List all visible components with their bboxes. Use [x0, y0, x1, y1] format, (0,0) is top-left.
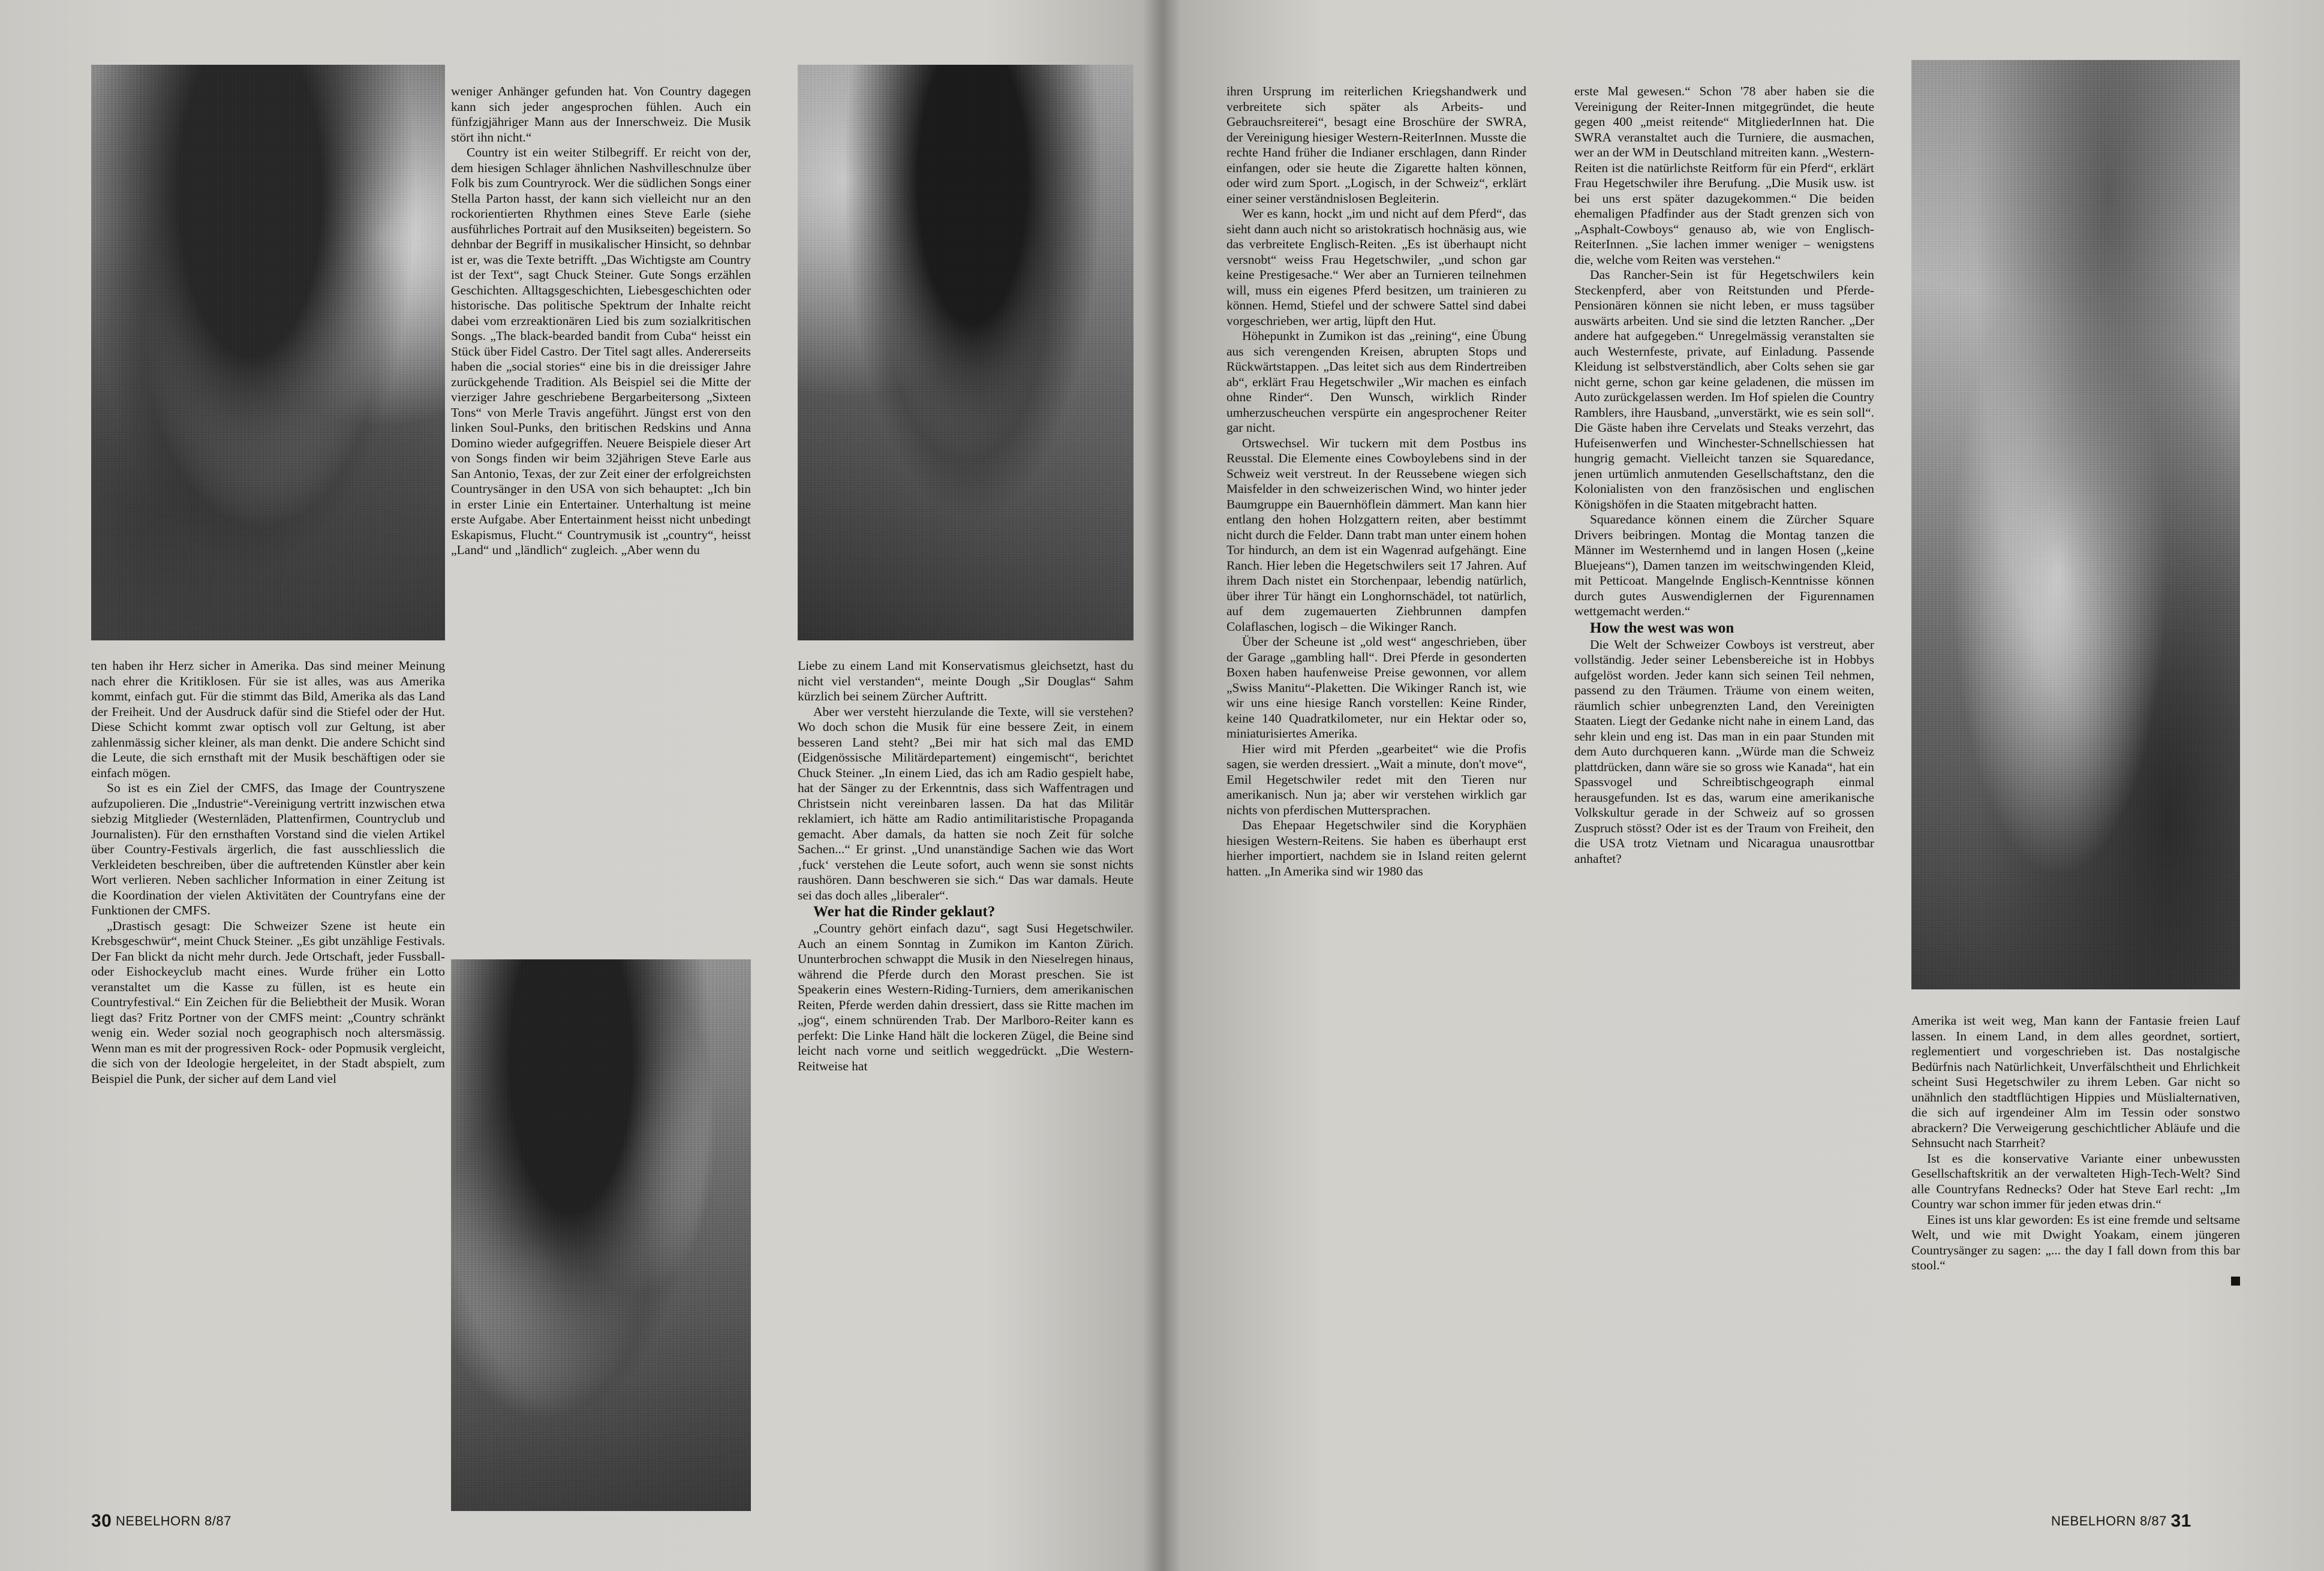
folio-right-number: 31: [2170, 1511, 2191, 1531]
folio-right: [2051, 1511, 2191, 1531]
paragraph: Das Ehepaar Hegetschwiler sind die Koryphäen hiesigen Western-Reitens. Sie haben es überhaupt erst hierher importiert, nachdem sie in Island reiten gelernt hatten. „In Amerika sind wir 1980 das: [1226, 818, 1526, 878]
folio-left-text: NEBELHORN 8/87: [116, 1513, 232, 1528]
paragraph: „Country gehört einfach dazu“, sagt Susi Hegetschwiler. Auch an einem Sonntag in Zumikon im Kanton Zürich. Ununterbrochen schwappt die Musik in den Nieselregen hinaus, während die Pferde durch den Morast preschen. Sie ist Speakerin eines Western-Riding-Turniers, dem amerikanischen Reiten, Pferde werden dahin dressiert, dass sie Ritte machen im „jog“, einem schnürenden Trab. Der Marlboro-Reiter kann es perfekt: Die Linke Hand hält die lockeren Zügel, die Beine sind leicht nach vorne und seitlich weggedrückt. „Die Western-Reitweise hat: [798, 921, 1134, 1073]
right-col-3: [1911, 1013, 2240, 1289]
paragraph: Die Welt der Schweizer Cowboys ist verstreut, aber vollständig. Jeder seiner Lebensbereiche ist in Hobbys aufgelöst worden. Jeder kann sich seinen Teil nehmen, passend zu den Träumen. Träume von einem weiten, räumlich schier unbegrenzten Land, den Vereinigten Staaten. Liegt der Gedanke nicht nahe in einem Land, das sehr klein und eng ist. Das man in ein paar Stunden mit dem Auto durchqueren kann. „Würde man die Schweiz plattdrücken, dann wäre sie so gross wie Kanada“, hat ein Spassvogel und Schreibtischgeograph einmal herausgefunden. Ist es das, warum eine amerikanische Volkskultur gerade in der Schweiz auf so grossen Zuspruch stösst? Oder ist es der Traum von Freiheit, den die USA trotz Vietnam und Nicaragua unausrottbar anhaftet?: [1574, 637, 1874, 866]
paragraph: Aber wer versteht hierzulande die Texte, will sie verstehen? Wo doch schon die Musik für eine bessere Zeit, in einem besseren Land steht? „Bei mir hat sich mal das EMD (Eidgenössische Militärdepartement) eingemischt“, berichtet Chuck Steiner. „In einem Lied, das ich am Radio gespielt habe, hat der Sänger zu der Erkenntnis, dass sich Waffentragen und Christsein nicht vereinbaren lassen. Da hat das Militär reklamiert, ich hätte am Radio antimilitaristische Propaganda gemacht. Aber damals, da hatten sie noch Zeit für solche Sachen...“ Er grinst. „Und unanständige Sachen wie das Wort ‚fuck‘ verstehen die Leute sofort, auch wenn sie sonst nichts raushören. Dann beschweren sie sich.“ Das war damals. Heute sei das doch alles „liberaler“.: [798, 704, 1134, 902]
paragraph: ten haben ihr Herz sicher in Amerika. Das sind meiner Meinung nach ehrer die Kritiklosen. Für sie ist alles, was aus Amerika kommt, einfach gut. Für die stimmt das Bild, Amerika als das Land der Freiheit. Und der Ausdruck dafür sind die Stiefel oder der Hut. Diese Schicht kommt zwar optisch voll zur Geltung, ist aber zahlenmässig sicher kleiner, als man denkt. Die andere Schicht sind die Leute, die sich ernsthaft mit der Musik beschäftigen oder sie einfach mögen.: [91, 658, 445, 780]
folio-left: [91, 1511, 232, 1531]
right-col-1: [1226, 84, 1526, 879]
photo-uniformed-smoker: [798, 65, 1134, 640]
paragraph: So ist es ein Ziel der CMFS, das Image der Countryszene aufzupolieren. Die „Industrie“-Vereinigung vertritt inzwischen etwa siebzig Mitglieder (Westernläden, Plattenfirmen, Countryclub und Journalisten). Für den ernsthaften Vorstand sind die vielen Artikel über Country-Festivals ärgerlich, die fast ausschliesslich die Verkleideten beschreiben, über die auftretenden Künstler aber kein Wort verlieren. Neben sachlicher Information in einer Zeitung ist die Koordination der vielen Aktivitäten der Countryfans eine der Funktionen der CMFS.: [91, 781, 445, 917]
photo-cowboy-hat-man: [91, 65, 445, 640]
paragraph: Liebe zu einem Land mit Konservatismus gleichsetzt, hast du nicht viel verstanden“, meinte Dough „Sir Douglas“ Sahm kürzlich bei seinem Zürcher Auftritt.: [798, 658, 1134, 703]
section-heading-how-the-west-was-won: How the west was won: [1590, 619, 1734, 636]
paragraph: Hier wird mit Pferden „gearbeitet“ wie die Profis sagen, sie werden dressiert. „Wait a minute, don't move“, Emil Hegetschwiler redet mit den Tieren nur amerikanisch. Nun ja; aber wir verstehen wirklich gar nichts von pferdischen Muttersprachen.: [1226, 741, 1526, 817]
left-col-1: [91, 658, 445, 1087]
paragraph: Country ist ein weiter Stilbegriff. Er reicht von der, dem hiesigen Schlager ähnlichen Nashvilleschnulze über Folk bis zum Countryrock. Wer die südlichen Songs einer Stella Parton hasst, der kann sich vielleicht nur an den rockorientierten Rhythmen eines Steve Earle (siehe ausführliches Portrait auf den Musikseiten) begeistern. So dehnbar der Begriff in musikalischer Hinsicht, so dehnbar ist er, was die Texte betrifft. „Das Wichtigste am Country ist der Text“, sagt Chuck Steiner. Gute Songs erzählen Geschichten. Alltagsgeschichten, Liebesgeschichten oder historische. Das politische Spektrum der Inhalte reicht dabei vom erzreaktionären Lied bis zum sozialkritischen Songs. „The black-bearded bandit from Cuba“ heisst ein Stück über Fidel Castro. Der Titel sagt alles. Andererseits haben die „social stories“ eine bis in die dreissiger Jahre zurückgehende Tradition. Als Beispiel sei die Mitte der vierziger Jahre geschriebene Bergarbeitersong „Sixteen Tons“ von Merle Travis angeführt. Jüngst erst von den linken Soul-Punks, den britischen Redskins und Anna Domino wieder aufgegriffen. Neuere Beispiele dieser Art von Songs finden wir beim 32jährigen Steve Earle aus San Antonio, Texas, der zur Zeit einer der erfolgreichsten Countrysänger in den USA von sich behauptet: „Ich bin in erster Linie ein Entertainer. Unterhaltung ist meine erste Aufgabe. Aber Entertainment heisst nicht unbedingt Eskapismus, Flucht.“ Countrymusik ist „country“, heisst „Land“ und „ländlich“ zugleich. „Aber wenn du: [451, 145, 751, 557]
paragraph: Squaredance können einem die Zürcher Square Drivers beibringen. Montag die Montag tanzen die Männer im Westernhemd und in langen Hosen („keine Bluejeans“), Damen tanzen im weitschwingenden Kleid, mit Petticoat. Mangelnde Englisch-Kenntnisse können durch gutes Auswendiglernen der Figurennamen wettgemacht werden.“: [1574, 512, 1874, 618]
paragraph: Amerika ist weit weg, Man kann der Fantasie freien Lauf lassen. In einem Land, in dem alles geordnet, sortiert, reglementiert und vorgeschrieben ist. Das nostalgische Bedürfnis nach Natürlichkeit, Unverfälschtheit und Ehrlichkeit scheint Susi Hegetschwiler zu ihrem Leben. Gar nicht so unähnlich den stadtflüchtigen Hippies und Müslialternativen, die sich auf irgendeiner Alm im Tessin oder sonstwo abrackern? Die Verweigerung geschichtlicher Abläufe und die Sehnsucht nach Starrheit?: [1911, 1013, 2240, 1150]
left-col-3: [798, 658, 1134, 1074]
paragraph: Höhepunkt in Zumikon ist das „reining“, eine Übung aus sich verengenden Kreisen, abrupten Stops und Rückwärtstappen. „Das leitet sich aus dem Rindertreiben ab“, erklärt Frau Hegetschwiler „Wir machen es einfach ohne Rinder“. Den Wunsch, wirklich Rinder umherzuscheuchen verspürte ein angesprochener Reiter gar nicht.: [1226, 329, 1526, 435]
paragraph: ihren Ursprung im reiterlichen Kriegshandwerk und verbreitete sich später als Arbeits- und Gebrauchsreiterei“, besagt eine Broschüre der SWRA, der Vereinigung hiesiger Western-ReiterInnen. Musste die rechte Hand früher die Indianer erschlagen, dann Rinder einfangen, oder sie heute die Zigarette halten können, oder wird zum Sport. „Logisch, in der Schweiz“, erklärt einer seiner verständnislosen Begleiterin.: [1226, 84, 1526, 206]
right-col-2: [1574, 84, 1874, 866]
paragraph: erste Mal gewesen.“ Schon '78 aber haben sie die Vereinigung der Reiter-Innen mitgegründet, die heute gegen 400 „meist reitende“ MitgliederInnen hat. Die SWRA veranstaltet auch die Turniere, die ausmachen, wer an der WM in Deutschland mitreiten kann. „Western-Reiten ist die natürlichste Reitform für ein Pferd“, erklärt Frau Hegetschwiler ihre Berufung. „Die Musik usw. ist bei uns erst später dazugekommen.“ Die beiden ehemaligen Pfadfinder aus der Stadt grenzen sich von „Asphalt-Cowboys“ genauso ab, wie von Englisch-ReiterInnen. „Sie lachen immer weniger – wenigstens die, welche vom Reiten was verstehen.“: [1574, 84, 1874, 267]
paragraph: Das Rancher-Sein ist für Hegetschwilers kein Steckenpferd, aber von Reitstunden und Pferde-Pensionären können sie nicht leben, er muss tagsüber auswärts arbeiten. Und sie sind die letzten Rancher. „Der andere hat aufgegeben.“ Unregelmässig veranstalten sie auch Westernfeste, private, auf Einladung. Passende Kleidung ist selbstverständlich, aber Colts sehen sie gar nicht gerne, schon gar keine geladenen, die müssen im Auto zurückgelassen werden. Im Hof spielen die Country Ramblers, ihre Hausband, „unverstärkt, wie es sein soll“. Die Gäste haben ihre Cervelats und Steaks verzehrt, das Hufeisenwerfen und Winchester-Schnellschiessen hat hungrig gemacht. Vielleicht tanzen sie Squaredance, jenen urtümlich anmutenden Gesellschaftstanz, den die Kolonialisten von den französischen und englischen Königshöfen in die Staaten mitgebracht hatten.: [1574, 267, 1874, 511]
photo-holster-boot: [1911, 60, 2240, 989]
paragraph: Eines ist uns klar geworden: Es ist eine fremde und seltsame Welt, und wie mit Dwight Yoakam, einem jüngeren Countrysänger zu sagen: „... the day I fall down from this bar stool.“: [1911, 1212, 2240, 1272]
left-col-2: [451, 84, 751, 558]
paragraph: Wer es kann, hockt „im und nicht auf dem Pferd“, das sieht dann auch nicht so aristokratisch hochnäsig aus, wie das verbreitete Englisch-Reiten. „Es ist überhaupt nicht versnobt“ weiss Frau Hegetschwiler, „und schon gar keine Prestigesache.“ Wer aber an Turnieren teilnehmen will, muss ein eigenes Pferd besitzen, um trainieren zu können. Hemd, Stiefel und der schwere Sattel sind dabei vorgeschrieben, wer artig, lüpft den Hut.: [1226, 206, 1526, 328]
folio-left-number: 30: [91, 1511, 112, 1531]
paragraph: „Drastisch gesagt: Die Schweizer Szene ist heute ein Krebsgeschwür“, meint Chuck Steiner. „Es gibt unzählige Festivals. Der Fan blickt da nicht mehr durch. Jede Ortschaft, jeder Fussball- oder Eishockeyclub macht eines. Wurde früher ein Lotto veranstaltet um die Kasse zu füllen, ist es heute ein Countryfestival.“ Ein Zeichen für die Beliebtheit der Musik. Woran liegt das? Fritz Portner von der CMFS meint: „Country schränkt wenig ein. Weder sozial noch geographisch noch altersmässig. Wenn man es mit der progressiven Rock- oder Popmusik vergleicht, die sich von der Ideologie hergeleitet, in der Stadt abspielt, zum Beispiel die Punk, der sicher auf dem Land viel: [91, 918, 445, 1086]
folio-right-text: NEBELHORN 8/87: [2051, 1513, 2167, 1528]
paragraph: Über der Scheune ist „old west“ angeschrieben, über der Garage „gambling hall“. Drei Pferde in gesonderten Boxen haben haufenweise Preise gewonnen, vor allem „Swiss Manitu“-Plaketten. Die Wikinger Ranch ist, wie wir uns eine hiesige Ranch vorstellen: Keine Rinder, keine 140 Quadratkilometer, nur ein Hektar oder so, miniaturisiertes Amerika.: [1226, 634, 1526, 741]
paragraph: Ist es die konservative Variante einer unbewussten Gesellschaftskritik an der verwalteten High-Tech-Welt? Sind alle Countryfans Rednecks? Oder hat Steve Earl recht: „Im Country war schon immer für jeden etwas drin.“: [1911, 1151, 2240, 1211]
paragraph: weniger Anhänger gefunden hat. Von Country dagegen kann sich jeder angesprochen fühlen. Auch ein fünfzigjähriger Mann aus der Innerschweiz. Die Musik stört ihn nicht.“: [451, 84, 751, 145]
section-heading-rinder: Wer hat die Rinder geklaut?: [813, 904, 996, 920]
end-mark: [1911, 1274, 2240, 1289]
photo-two-people-talking: [451, 959, 751, 1511]
paragraph: Ortswechsel. Wir tuckern mit dem Postbus ins Reusstal. Die Elemente eines Cowboylebens sind in der Schweiz weit verstreut. In der Reussebene wiegen sich Maisfelder in den schweizerischen Wind, wo hinter jeder Baumgruppe ein Bauernhöflein dämmert. Man kann hier entlang den hohen Holzgattern reiten, aber bestimmt nicht durch die Felder. Dann trabt man unter einem hohen Tor hindurch, an dem ist ein Wagenrad aufgehängt. Eine Ranch. Hier leben die Hegetschwilers seit 17 Jahren. Auf ihrem Dach nistet ein Storchenpaar, lebendig natürlich, über ihrer Tür hängt ein Longhornschädel, tot natürlich, auf dem zugemauerten Ziehbrunnen dampfen Colaflaschen, logisch – die Wikinger Ranch.: [1226, 435, 1526, 634]
